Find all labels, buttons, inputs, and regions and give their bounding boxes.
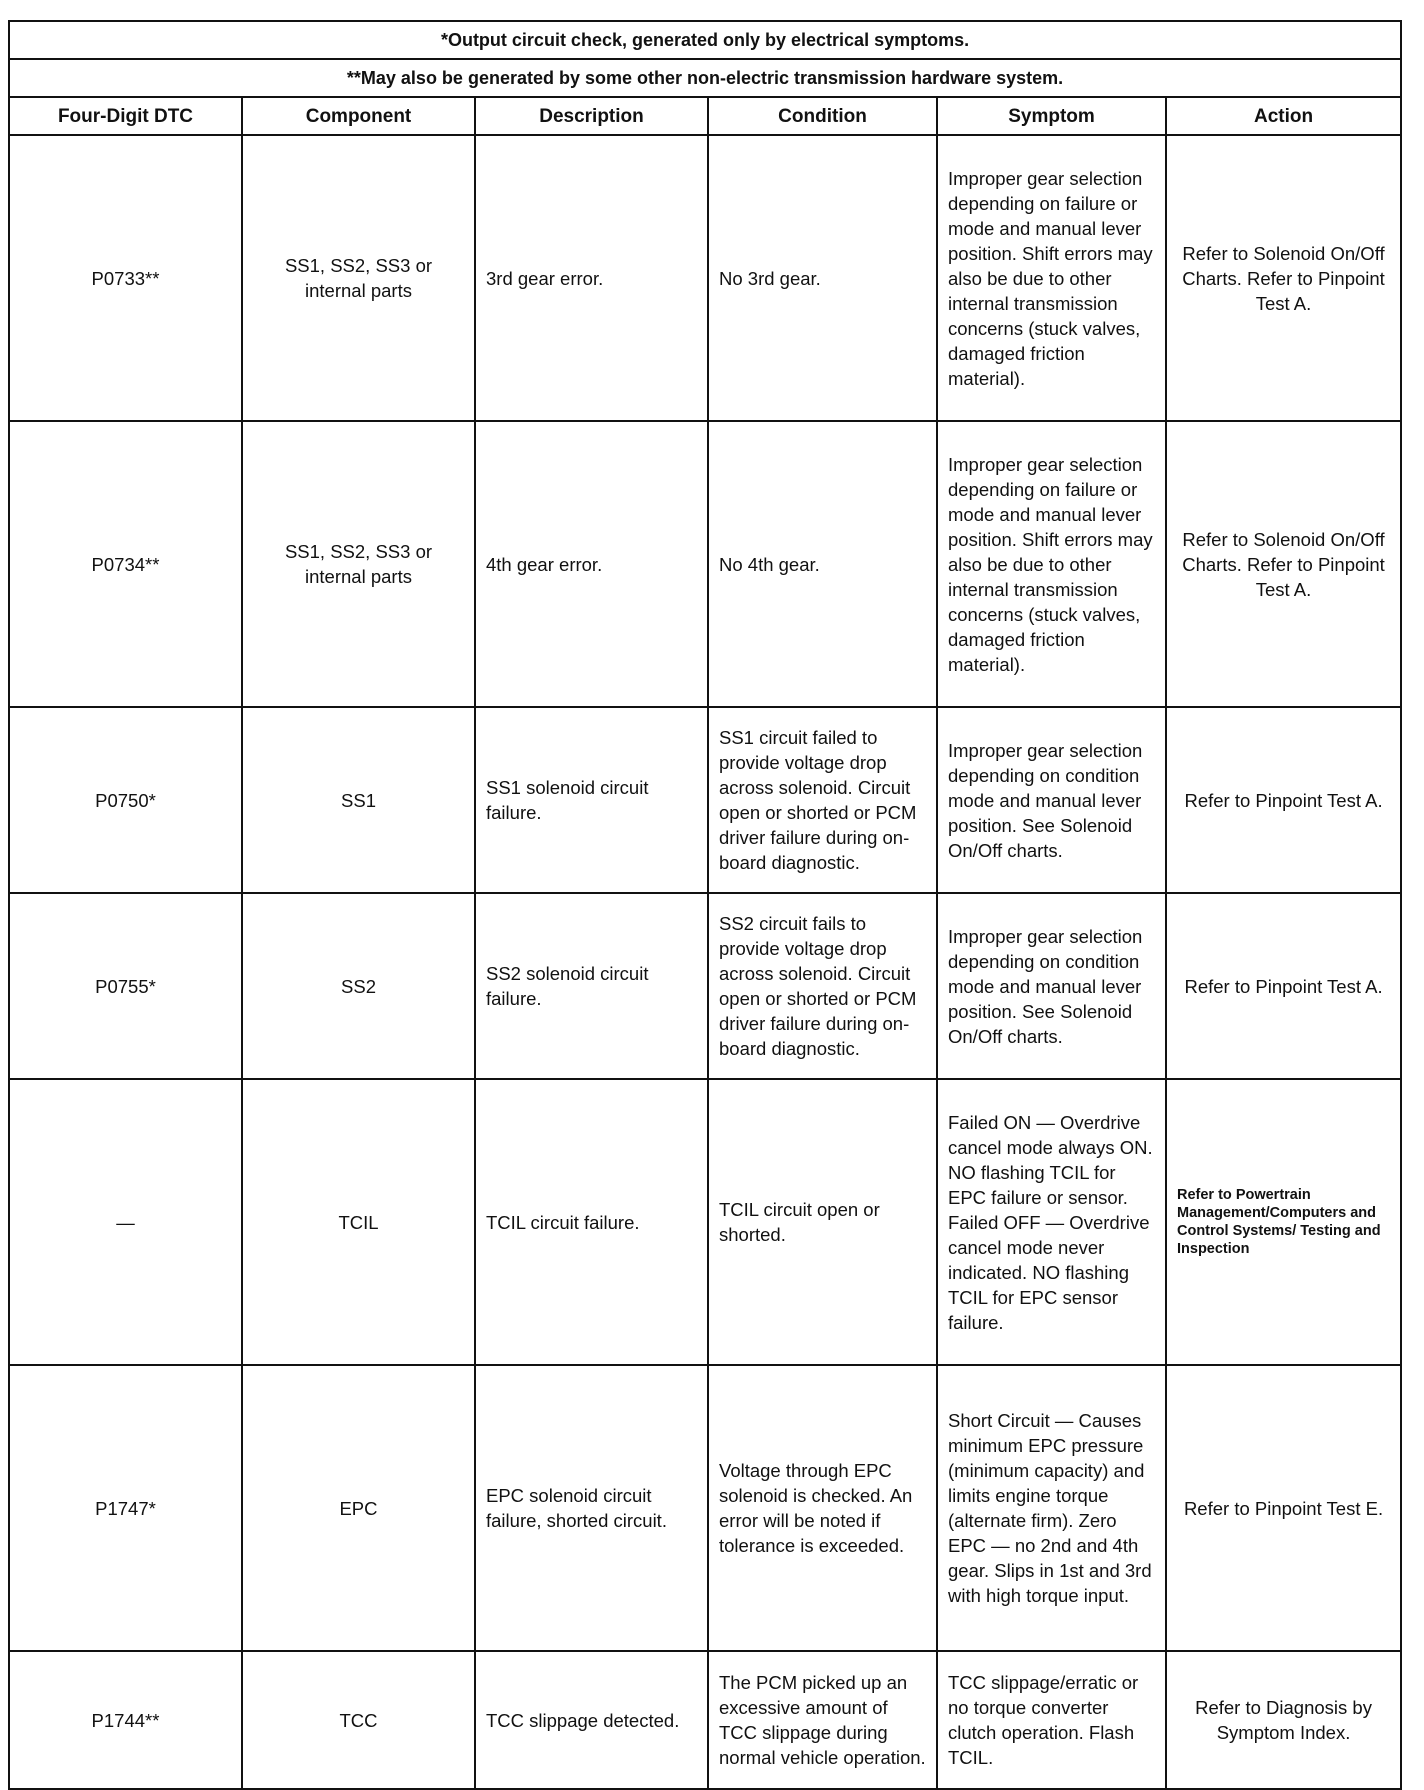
action-cell: Refer to Pinpoint Test A. xyxy=(1166,893,1401,1079)
condition-cell: TCIL circuit open or shorted. xyxy=(708,1079,937,1365)
dtc-cell: — xyxy=(9,1079,242,1365)
symptom-cell: Improper gear selection depending on failure or mode and manual lever position. Shift errors may also be due to other internal transmission concerns (stuck valves, damaged friction material). xyxy=(937,135,1166,421)
table-row xyxy=(9,135,1401,421)
description-cell: 4th gear error. xyxy=(475,421,708,707)
condition-cell: The PCM picked up an excessive amount of TCC slippage during normal vehicle operation. xyxy=(708,1651,937,1789)
symptom-cell: Improper gear selection depending on condition mode and manual lever position. See Solenoid On/Off charts. xyxy=(937,893,1166,1079)
description-cell: SS2 solenoid circuit failure. xyxy=(475,893,708,1079)
action-cell: Refer to Pinpoint Test A. xyxy=(1166,707,1401,893)
header-dtc: Four-Digit DTC xyxy=(9,97,242,135)
symptom-cell: Failed ON — Overdrive cancel mode always ON. NO flashing TCIL for EPC failure or sensor. Failed OFF — Overdrive cancel mode never indicated. NO flashing TCIL for EPC sensor failure. xyxy=(937,1079,1166,1365)
condition-cell: No 3rd gear. xyxy=(708,135,937,421)
symptom-cell: Improper gear selection depending on failure or mode and manual lever position. Shift errors may also be due to other internal transmission concerns (stuck valves, damaged friction material). xyxy=(937,421,1166,707)
header-action: Action xyxy=(1166,97,1401,135)
symptom-cell: TCC slippage/erratic or no torque converter clutch operation. Flash TCIL. xyxy=(937,1651,1166,1789)
table-row xyxy=(9,1365,1401,1651)
condition-cell: SS1 circuit failed to provide voltage drop across solenoid. Circuit open or shorted or PCM driver failure during on-board diagnostic. xyxy=(708,707,937,893)
footnote-double-asterisk: **May also be generated by some other non-electric transmission hardware system. xyxy=(9,59,1401,97)
condition-cell: Voltage through EPC solenoid is checked. An error will be noted if tolerance is exceeded. xyxy=(708,1365,937,1651)
action-cell: Refer to Pinpoint Test E. xyxy=(1166,1365,1401,1651)
component-cell: TCC xyxy=(242,1651,475,1789)
component-cell: SS1, SS2, SS3 or internal parts xyxy=(242,421,475,707)
symptom-cell: Short Circuit — Causes minimum EPC pressure (minimum capacity) and limits engine torque (alternate firm). Zero EPC — no 2nd and 4th gear. Slips in 1st and 3rd with high torque input. xyxy=(937,1365,1166,1651)
description-cell: TCIL circuit failure. xyxy=(475,1079,708,1365)
table-row xyxy=(9,707,1401,893)
table-row xyxy=(9,893,1401,1079)
table-row xyxy=(9,1651,1401,1789)
header-description: Description xyxy=(475,97,708,135)
dtc-cell: P1747* xyxy=(9,1365,242,1651)
action-cell: Refer to Diagnosis by Symptom Index. xyxy=(1166,1651,1401,1789)
dtc-cell: P0750* xyxy=(9,707,242,893)
header-condition: Condition xyxy=(708,97,937,135)
component-cell: TCIL xyxy=(242,1079,475,1365)
description-cell: EPC solenoid circuit failure, shorted circuit. xyxy=(475,1365,708,1651)
dtc-table xyxy=(8,20,1402,1790)
component-cell: SS2 xyxy=(242,893,475,1079)
note-row-2 xyxy=(9,59,1401,97)
component-cell: EPC xyxy=(242,1365,475,1651)
condition-cell: SS2 circuit fails to provide voltage drop across solenoid. Circuit open or shorted or PCM driver failure during on-board diagnostic. xyxy=(708,893,937,1079)
action-cell: Refer to Solenoid On/Off Charts. Refer to Pinpoint Test A. xyxy=(1166,421,1401,707)
header-component: Component xyxy=(242,97,475,135)
action-cell: Refer to Powertrain Management/Computers and Control Systems/ Testing and Inspection xyxy=(1166,1079,1401,1365)
dtc-cell: P1744** xyxy=(9,1651,242,1789)
description-cell: SS1 solenoid circuit failure. xyxy=(475,707,708,893)
header-symptom: Symptom xyxy=(937,97,1166,135)
component-cell: SS1, SS2, SS3 or internal parts xyxy=(242,135,475,421)
footnote-single-asterisk: *Output circuit check, generated only by electrical symptoms. xyxy=(9,21,1401,59)
dtc-cell: P0733** xyxy=(9,135,242,421)
table-row xyxy=(9,1079,1401,1365)
component-cell: SS1 xyxy=(242,707,475,893)
dtc-cell: P0755* xyxy=(9,893,242,1079)
action-cell: Refer to Solenoid On/Off Charts. Refer to Pinpoint Test A. xyxy=(1166,135,1401,421)
header-row xyxy=(9,97,1401,135)
description-cell: 3rd gear error. xyxy=(475,135,708,421)
symptom-cell: Improper gear selection depending on condition mode and manual lever position. See Solenoid On/Off charts. xyxy=(937,707,1166,893)
dtc-cell: P0734** xyxy=(9,421,242,707)
description-cell: TCC slippage detected. xyxy=(475,1651,708,1789)
note-row-1 xyxy=(9,21,1401,59)
table-row xyxy=(9,421,1401,707)
condition-cell: No 4th gear. xyxy=(708,421,937,707)
